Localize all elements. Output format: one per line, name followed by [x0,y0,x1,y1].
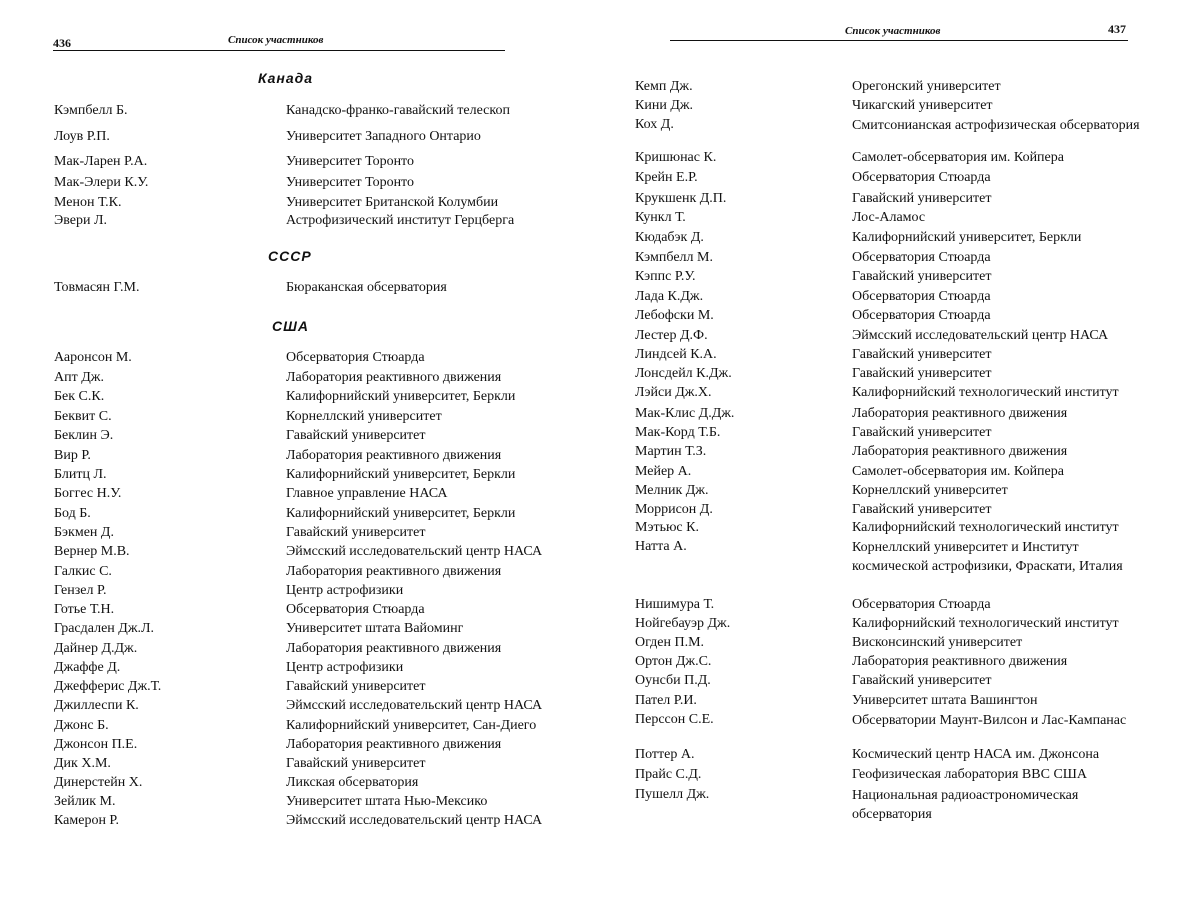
participant-institution: Геофизическая лаборатория ВВС США [852,767,1088,782]
participant-institution: Калифорнийский университет, Сан-Диего [286,718,537,733]
participant-institution: Лаборатория реактивного движения [286,370,502,385]
participant-institution: Орегонский университет [852,79,1001,94]
participant-name: Лоув Р.П. [54,129,110,144]
participant-institution: Калифорнийский технологический институт [852,616,1119,631]
participant-name: Мак-Корд Т.Б. [635,425,721,440]
running-title: Список участников [228,34,324,46]
participant-institution: Обсерватория Стюарда [852,289,991,304]
participant-name: Крейн Е.Р. [635,170,698,185]
participant-institution: Калифорнийский университет, Беркли [286,506,516,521]
participant-name: Гензел Р. [54,583,107,598]
participant-institution: Калифорнийский университет, Беркли [852,230,1082,245]
participant-name: Блитц Л. [54,467,107,482]
participant-institution: Самолет-обсерватория им. Койпера [852,464,1064,479]
participant-name: Перссон С.Е. [635,712,714,727]
country-heading: США [272,318,309,334]
participant-name: Грасдален Дж.Л. [54,621,155,636]
running-title: Список участников [845,25,941,37]
participant-institution: Гавайский университет [852,502,992,517]
participant-institution: Гавайский университет [286,428,426,443]
participant-name: Вернер М.В. [54,544,130,559]
participant-name: Кэмпбелл Б. [54,103,128,118]
participant-name: Бод Б. [54,506,91,521]
participant-institution: Обсерватория Стюарда [852,170,991,185]
participant-name: Бек С.К. [54,389,105,404]
participant-name: Прайс С.Д. [635,767,702,782]
participant-institution: Главное управление НАСА [286,486,448,501]
participant-institution: Калифорнийский университет, Беркли [286,389,516,404]
participant-institution: Калифорнийский технологический институт [852,385,1119,400]
participant-institution: Лаборатория реактивного движения [286,564,502,579]
participant-institution: Лаборатория реактивного движения [286,641,502,656]
participant-name: Кемп Дж. [635,79,693,94]
participant-institution: Гавайский университет [852,366,992,381]
participant-institution: Обсерватория Стюарда [286,350,425,365]
participant-institution: Университет Британской Колумбии [286,195,499,210]
participant-institution: Гавайский университет [852,269,992,284]
participant-name: Лада К.Дж. [635,289,704,304]
participant-name: Менон Т.К. [54,195,122,210]
participant-institution: Центр астрофизики [286,660,404,675]
participant-institution: Гавайский университет [286,756,426,771]
participant-name: Дайнер Д.Дж. [54,641,138,656]
participant-name: Лэйси Дж.Х. [635,385,712,400]
participant-institution: Космический центр НАСА им. Джонсона [852,747,1100,762]
participant-name: Лестер Д.Ф. [635,328,708,343]
participant-name: Мартин Т.З. [635,444,707,459]
participant-institution: Чикагский университет [852,98,993,113]
participant-institution: Университет Торонто [286,154,414,169]
participant-institution: Эймсский исследовательский центр НАСА [852,328,1109,343]
header-rule [670,40,1128,41]
participant-name: Товмасян Г.М. [54,280,140,295]
participant-institution: Эймсский исследовательский центр НАСА [286,698,543,713]
participant-name: Моррисон Д. [635,502,713,517]
participant-name: Пател Р.И. [635,693,697,708]
participant-institution: Обсерватория Стюарда [852,308,991,323]
participant-name: Оунсби П.Д. [635,673,711,688]
participant-institution: Гавайский университет [852,347,992,362]
participant-name: Джефферис Дж.Т. [54,679,162,694]
header-rule [53,50,505,51]
participant-name: Джонсон П.Е. [54,737,138,752]
participant-institution: Обсерватория Стюарда [286,602,425,617]
participant-name: Джаффе Д. [54,660,121,675]
participant-institution: Обсерватория Стюарда [852,597,991,612]
participant-institution: Университет штата Нью-Мексико [286,794,488,809]
participant-institution: Национальная радиоастрономическая обсерватория [852,788,1079,822]
participant-name: Кюдабэк Д. [635,230,704,245]
participant-name: Лонсдейл К.Дж. [635,366,732,381]
participant-name: Мак-Элери К.У. [54,175,149,190]
participant-name: Апт Дж. [54,370,104,385]
participant-institution: Гавайский университет [852,191,992,206]
participant-name: Натта А. [635,539,687,554]
participant-institution: Лос-Аламос [852,210,926,225]
participant-name: Ааронсон М. [54,350,132,365]
participant-name: Мак-Ларен Р.А. [54,154,148,169]
participant-institution: Лаборатория реактивного движения [286,448,502,463]
participant-name: Крукшенк Д.П. [635,191,727,206]
participant-name: Мак-Клис Д.Дж. [635,406,735,421]
participant-institution: Обсерватории Маунт-Вилсон и Лас-Кампанас [852,713,1127,728]
participant-name: Галкис С. [54,564,112,579]
participant-name: Поттер А. [635,747,695,762]
participant-institution: Университет штата Вайоминг [286,621,464,636]
participant-name: Пушелл Дж. [635,787,710,802]
participant-institution: Эймсский исследовательский центр НАСА [286,544,543,559]
participant-name: Лебофски М. [635,308,714,323]
country-heading: СССР [268,248,312,264]
participant-name: Ортон Дж.С. [635,654,712,669]
participant-name: Беклин Э. [54,428,114,443]
participant-institution: Лаборатория реактивного движения [852,654,1068,669]
right-page [600,0,1200,912]
participant-name: Вир Р. [54,448,91,463]
participant-institution: Ликская обсерватория [286,775,419,790]
participant-name: Джонс Б. [54,718,109,733]
participant-name: Кини Дж. [635,98,694,113]
participant-institution: Гавайский университет [852,425,992,440]
participant-name: Бэкмен Д. [54,525,114,540]
participant-name: Мэтьюс К. [635,520,699,535]
participant-name: Готье Т.Н. [54,602,115,617]
participant-institution: Лаборатория реактивного движения [852,444,1068,459]
participant-name: Мейер А. [635,464,692,479]
participant-name: Зейлик М. [54,794,116,809]
participant-institution: Самолет-обсерватория им. Койпера [852,150,1064,165]
participant-institution: Университет Торонто [286,175,414,190]
country-heading: Канада [258,70,314,86]
participant-institution: Гавайский университет [286,679,426,694]
page-number: 437 [1108,22,1126,36]
participant-institution: Корнеллский университет [852,483,1008,498]
participant-institution: Центр астрофизики [286,583,404,598]
participant-institution: Гавайский университет [852,673,992,688]
participant-institution: Корнеллский университет [286,409,442,424]
participant-name: Кришюнас К. [635,150,717,165]
participant-name: Огден П.М. [635,635,705,650]
participant-institution: Бюраканская обсерватория [286,280,447,295]
participant-institution: Университет Западного Онтарио [286,129,481,144]
participant-name: Дик Х.М. [54,756,111,771]
participant-institution: Корнеллский университет и Институт космической астрофизики, Фраскати, Италия [852,540,1123,574]
participant-name: Динерстейн Х. [54,775,143,790]
participant-name: Мелник Дж. [635,483,709,498]
participant-institution: Канадско-франко-гавайский телескоп [286,103,510,118]
participant-institution: Смитсонианская астрофизическая обсерватория [852,118,1140,133]
participant-name: Кэппс Р.У. [635,269,696,284]
participant-institution: Университет штата Вашингтон [852,693,1038,708]
participant-name: Беквит С. [54,409,112,424]
participant-institution: Калифорнийский технологический институт [852,520,1119,535]
participant-name: Линдсей К.А. [635,347,717,362]
participant-name: Нишимура Т. [635,597,715,612]
participant-name: Кох Д. [635,117,674,132]
participant-institution: Лаборатория реактивного движения [286,737,502,752]
page-number: 436 [53,36,71,50]
participant-institution: Калифорнийский университет, Беркли [286,467,516,482]
participant-name: Кункл Т. [635,210,686,225]
participant-name: Джиллеспи К. [54,698,139,713]
participant-name: Эвери Л. [54,213,107,228]
participant-institution: Висконсинский университет [852,635,1023,650]
participant-name: Камерон Р. [54,813,119,828]
participant-institution: Эймсский исследовательский центр НАСА [286,813,543,828]
participant-institution: Обсерватория Стюарда [852,250,991,265]
participant-name: Нойгебауэр Дж. [635,616,731,631]
participant-institution: Астрофизический институт Герцберга [286,213,515,228]
participant-name: Кэмпбелл М. [635,250,713,265]
participant-name: Боггес Н.У. [54,486,122,501]
participant-institution: Лаборатория реактивного движения [852,406,1068,421]
participant-institution: Гавайский университет [286,525,426,540]
